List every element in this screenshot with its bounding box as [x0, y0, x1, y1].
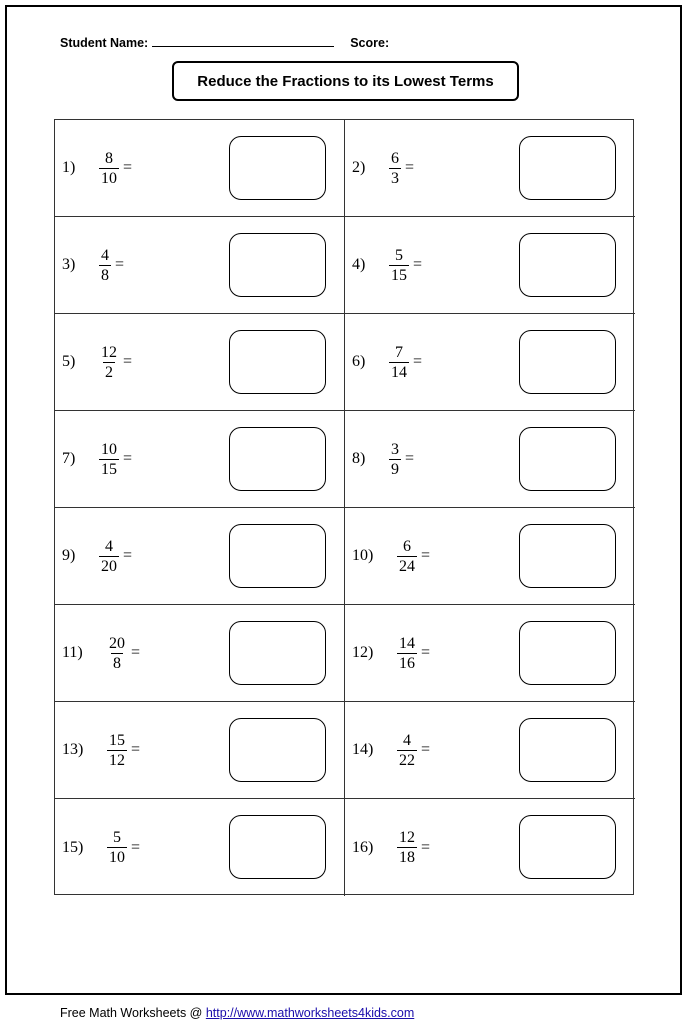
equals-sign: = [115, 256, 125, 273]
problem-cell [345, 217, 635, 314]
equals-sign: = [131, 838, 141, 856]
fraction-expression [99, 508, 132, 604]
equals-sign: = [421, 838, 431, 856]
problem-cell [345, 411, 635, 508]
score-label: Score: [350, 36, 390, 50]
answer-box[interactable] [229, 427, 326, 491]
answer-box[interactable] [519, 815, 616, 879]
numerator: 12 [399, 829, 415, 846]
equals-sign: = [123, 450, 133, 467]
fraction [389, 149, 401, 188]
denominator: 9 [391, 460, 399, 478]
fraction-expression [99, 217, 124, 313]
fraction [99, 343, 119, 382]
fraction-expression [99, 120, 132, 216]
answer-box[interactable] [519, 621, 616, 685]
fraction-expression [397, 605, 430, 701]
fraction-expression [389, 217, 422, 313]
denominator: 16 [399, 654, 415, 672]
equals-sign: = [405, 159, 415, 176]
equals-sign: = [413, 353, 423, 370]
problem-grid [54, 119, 634, 895]
equals-sign: = [413, 256, 423, 273]
problem-number: 8) [352, 450, 366, 467]
fraction-expression [389, 314, 422, 410]
fraction [397, 634, 417, 673]
fraction [107, 828, 127, 867]
answer-box[interactable] [229, 524, 326, 588]
fraction [389, 440, 401, 479]
fraction [397, 828, 417, 867]
problem-number: 13) [62, 741, 84, 758]
answer-box[interactable] [519, 330, 616, 394]
problem-number: 14) [352, 741, 374, 758]
fraction-expression [389, 411, 414, 507]
equals-sign: = [131, 644, 141, 661]
denominator: 18 [399, 849, 415, 866]
numerator: 4 [403, 731, 411, 749]
worksheet-title: Reduce the Fractions to its Lowest Terms [172, 61, 519, 101]
fraction-expression [99, 411, 132, 507]
numerator: 5 [113, 829, 121, 846]
problem-number: 9) [62, 547, 76, 564]
problem-number: 10) [352, 547, 374, 564]
answer-box[interactable] [229, 621, 326, 685]
numerator: 4 [101, 246, 109, 264]
fraction [107, 634, 127, 673]
problem-cell [55, 702, 345, 799]
footer-text: Free Math Worksheets @ [60, 1006, 206, 1020]
equals-sign: = [123, 353, 133, 370]
equals-sign: = [131, 741, 141, 758]
fraction [99, 149, 119, 188]
denominator: 12 [109, 751, 125, 769]
answer-box[interactable] [229, 718, 326, 782]
fraction [107, 731, 127, 770]
numerator: 10 [101, 440, 117, 458]
fraction-expression [397, 799, 430, 896]
header [60, 34, 389, 50]
numerator: 5 [395, 246, 403, 264]
problem-number: 7) [62, 450, 76, 467]
fraction-expression [107, 799, 140, 896]
problem-number: 15) [62, 838, 84, 856]
denominator: 15 [101, 460, 117, 478]
equals-sign: = [421, 741, 431, 758]
student-name-label: Student Name: [60, 36, 149, 50]
answer-box[interactable] [229, 815, 326, 879]
problem-cell [55, 605, 345, 702]
problem-cell [345, 314, 635, 411]
problem-number: 1) [62, 159, 76, 176]
fraction [397, 537, 417, 576]
numerator: 20 [109, 634, 125, 652]
equals-sign: = [421, 547, 431, 564]
fraction-expression [107, 702, 140, 798]
fraction [99, 440, 119, 479]
denominator: 8 [101, 266, 109, 284]
problem-cell [345, 702, 635, 799]
problem-cell [55, 411, 345, 508]
fraction-expression [389, 120, 414, 216]
numerator: 7 [395, 343, 403, 361]
numerator: 6 [403, 537, 411, 555]
answer-box[interactable] [519, 718, 616, 782]
answer-box[interactable] [519, 136, 616, 200]
problem-cell [55, 508, 345, 605]
problem-number: 4) [352, 256, 366, 273]
answer-box[interactable] [229, 233, 326, 297]
footer [60, 1006, 414, 1020]
fraction-expression [397, 702, 430, 798]
problem-cell [345, 799, 635, 896]
problem-number: 12) [352, 644, 374, 661]
denominator: 10 [101, 169, 117, 187]
problem-number: 11) [62, 644, 83, 661]
equals-sign: = [123, 547, 133, 564]
problem-cell [55, 120, 345, 217]
numerator: 4 [105, 537, 113, 555]
problem-cell [345, 508, 635, 605]
fraction [389, 343, 409, 382]
problem-cell [55, 799, 345, 896]
fraction [99, 246, 111, 285]
fraction-expression [99, 314, 132, 410]
denominator: 24 [399, 557, 415, 575]
denominator: 20 [101, 557, 117, 575]
numerator: 8 [105, 149, 113, 167]
student-name-blank[interactable] [152, 34, 334, 47]
problem-cell [55, 314, 345, 411]
denominator: 3 [391, 169, 399, 187]
numerator: 3 [391, 440, 399, 458]
fraction [99, 537, 119, 576]
problem-number: 2) [352, 159, 366, 176]
denominator: 22 [399, 751, 415, 769]
numerator: 12 [101, 343, 117, 361]
fraction [389, 246, 409, 285]
fraction [397, 731, 417, 770]
answer-box[interactable] [519, 233, 616, 297]
problem-cell [55, 217, 345, 314]
denominator: 10 [109, 849, 125, 866]
answer-box[interactable] [519, 427, 616, 491]
numerator: 6 [391, 149, 399, 167]
problem-number: 6) [352, 353, 366, 370]
denominator: 15 [391, 266, 407, 284]
problem-cell [345, 120, 635, 217]
denominator: 8 [113, 654, 121, 672]
numerator: 15 [109, 731, 125, 749]
denominator: 2 [105, 363, 113, 381]
answer-box[interactable] [229, 136, 326, 200]
footer-link[interactable]: http://www.mathworksheets4kids.com [205, 1006, 415, 1020]
problem-number: 3) [62, 256, 76, 273]
denominator: 14 [391, 363, 407, 381]
answer-box[interactable] [519, 524, 616, 588]
numerator: 14 [399, 634, 415, 652]
problem-number: 5) [62, 353, 76, 370]
equals-sign: = [405, 450, 415, 467]
equals-sign: = [123, 159, 133, 176]
problem-cell [345, 605, 635, 702]
problem-number: 16) [352, 838, 374, 856]
fraction-expression [397, 508, 430, 604]
equals-sign: = [421, 644, 431, 661]
fraction-expression [107, 605, 140, 701]
answer-box[interactable] [229, 330, 326, 394]
